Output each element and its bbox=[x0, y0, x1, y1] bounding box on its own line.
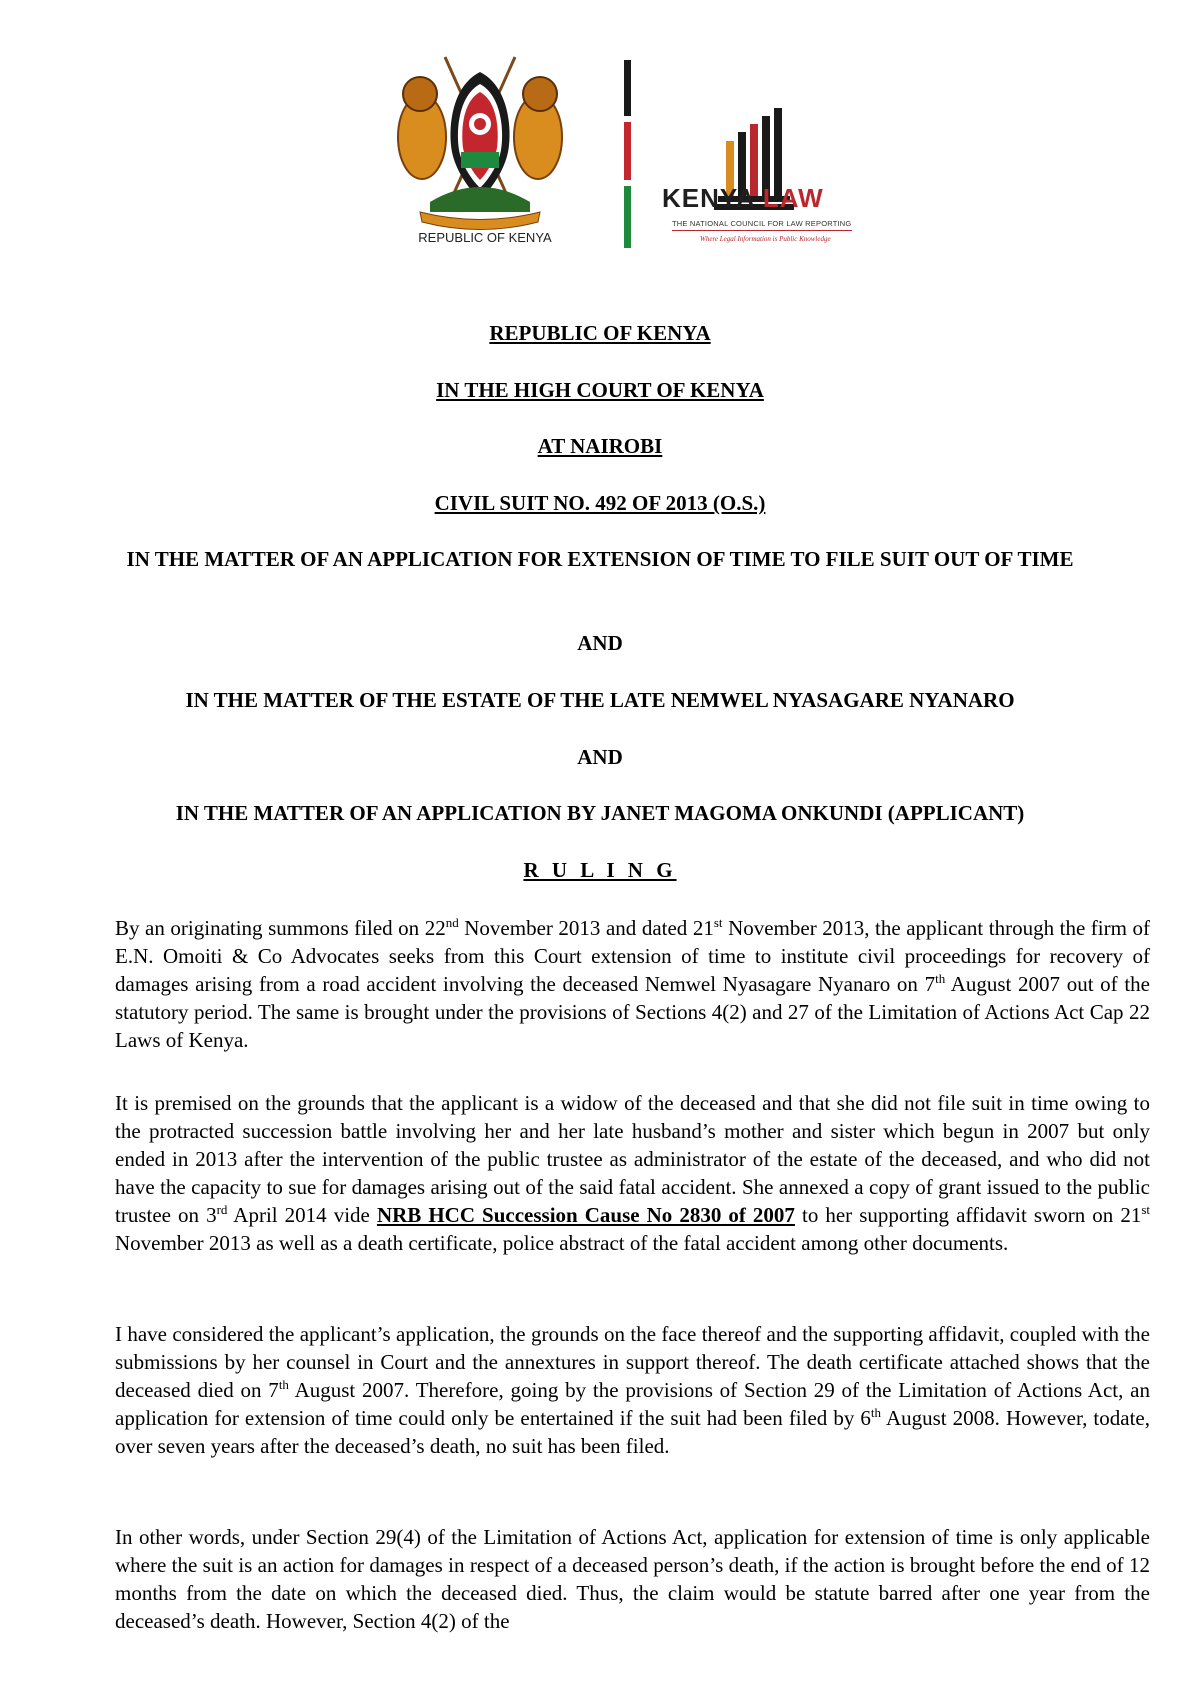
heading-matter-applicant: IN THE MATTER OF AN APPLICATION BY JANET MAGOMA ONKUNDI (APPLICANT) bbox=[175, 801, 1025, 825]
paragraph-2: It is premised on the grounds that the applicant is a widow of the deceased and that she did not file suit in time owing to the protracted succession battle involving her and her late husband’s mother and sister which begun in 2007 but only ended in 2013 after the intervention of the public trustee as administrator of the estate of the deceased, and who did not have the capacity to sue for damages arising out of the said fatal accident. She annexed a copy of grant issued to the public trustee on 3rd April 2014 vide NRB HCC Succession Cause No 2830 of 2007 to her supporting affidavit sworn on 21st November 2013 as well as a death certificate, police abstract of the fatal accident among other documents. bbox=[115, 1091, 1150, 1255]
heading-matter-extension: IN THE MATTER OF AN APPLICATION FOR EXTENSION OF TIME TO FILE SUIT OUT OF TIME bbox=[126, 547, 1074, 571]
heading-location: AT NAIROBI bbox=[537, 434, 663, 458]
kenya-law-rule bbox=[672, 230, 852, 231]
heading-matter-estate: IN THE MATTER OF THE ESTATE OF THE LATE NEMWEL NYASAGARE NYANARO bbox=[185, 688, 1015, 712]
coat-of-arms-icon bbox=[390, 52, 570, 252]
heading-ruling: R U L I N G bbox=[523, 858, 677, 882]
heading-court: IN THE HIGH COURT OF KENYA bbox=[436, 378, 764, 402]
paragraph-4: In other words, under Section 29(4) of the Limitation of Actions Act, application for extension of time is only applicable where the suit is an action for damages in respect of a deceased person’s death, if the action is brought before the end of 12 months from the date on which the deceased died. Thus, the claim would be statute barred after one year from the deceased’s death. However, Section 4(2) of the bbox=[115, 1525, 1150, 1633]
paragraph-1: By an originating summons filed on 22nd November 2013 and dated 21st November 2013, the applicant through the firm of E.N. Omoiti & Co Advocates seeks from this Court extension of time to institute civil proceedings for recovery of damages arising from a road accident involving the deceased Nemwel Nyasagare Nyanaro on 7th August 2007 out of the statutory period. The same is brought under the provisions of Sections 4(2) and 27 of the Limitation of Actions Act Cap 22 Laws of Kenya. bbox=[115, 915, 1150, 1052]
paragraph-3: I have considered the applicant’s application, the grounds on the face thereof and the supporting affidavit, coupled with the submissions by her counsel in Court and the annextures in support thereof. The death certificate attached shows that the deceased died on 7th August 2007. Therefore, going by the provisions of Section 29 of the Limitation of Actions Act, an application for extension of time could only be entertained if the suit had been filed by 6th August 2008. However, todate, over seven years after the deceased’s death, no suit has been filed. bbox=[115, 1322, 1150, 1458]
heading-suit-number: CIVIL SUIT NO. 492 OF 2013 (O.S.) bbox=[434, 491, 766, 515]
kenya-law-tagline: Where Legal Information is Public Knowledge bbox=[700, 235, 831, 243]
kenya-law-subtitle: THE NATIONAL COUNCIL FOR LAW REPORTING bbox=[672, 219, 852, 228]
succession-cause-reference: NRB HCC Succession Cause No 2830 of 2007 bbox=[376, 1203, 795, 1227]
heading-republic: REPUBLIC OF KENYA bbox=[489, 321, 711, 345]
coat-of-arms-caption: REPUBLIC OF KENYA bbox=[418, 230, 552, 245]
heading-and-2: AND bbox=[577, 745, 623, 769]
header-logos bbox=[390, 52, 870, 252]
kenya-law-title: KENYA LAW bbox=[662, 183, 824, 213]
flag-color-bar bbox=[624, 60, 631, 248]
heading-and-1: AND bbox=[577, 631, 623, 655]
